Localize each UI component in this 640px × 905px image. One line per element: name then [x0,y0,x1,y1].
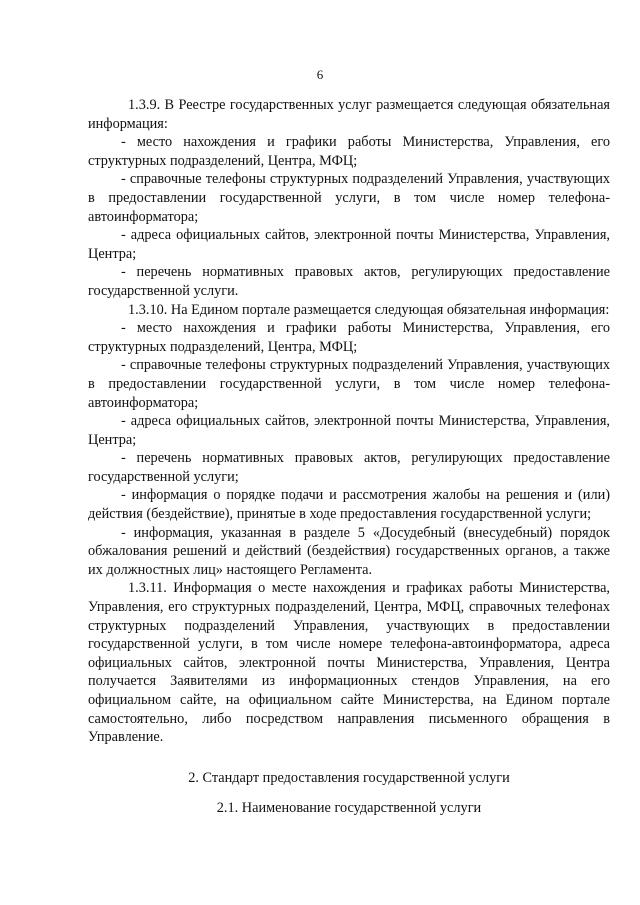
list-item: - перечень нормативных правовых актов, регулирующих предоставление государственной услуги; [88,450,610,485]
list-item: - адреса официальных сайтов, электронной почты Министерства, Управления, Центра; [88,227,610,262]
page-number: 6 [316,67,324,82]
paragraph-1-3-11: 1.3.11. Информация о месте нахождения и графиках работы Министерства, Управления, его структурных подразделений, Центра, МФЦ, справочных телефонах структурных подразделений Управления, участвующих в предоставлении государственной услуги, в том числе номере телефона-автоинформатора, адреса официальных сайтов, электронной почты Министерства, Управления, Центра получается Заявителями из информационных стендов Управления, на его официальном сайте, на официальном сайте Министерства, на Едином портале самостоятельно, либо посредством направления письменного обращения в Управление. [88,580,610,746]
section-heading: 2. Стандарт предоставления государственной услуги [188,769,510,786]
list-item: - справочные телефоны структурных подразделений Управления, участвующих в предоставлении государственной услуги, в том числе номер телефона-автоинформатора; [88,357,610,411]
paragraph-1-3-10: 1.3.10. На Едином портале размещается следующая обязательная информация: [128,301,610,318]
list-item: - информация, указанная в разделе 5 «Досудебный (внесудебный) порядок обжалования решений и действий (бездействия) государственных органов, а также их должностных лиц» настоящего Регламента. [88,524,610,578]
list-item: - адреса официальных сайтов, электронной почты Министерства, Управления, Центра; [88,413,610,448]
paragraph-1-3-9: 1.3.9. В Реестре государственных услуг размещается следующая обязательная информация: [88,97,610,132]
list-item: - справочные телефоны структурных подразделений Управления, участвующих в предоставлении государственной услуги, в том числе номер телефона-автоинформатора; [88,171,610,225]
subsection-heading: 2.1. Наименование государственной услуги [216,800,482,817]
list-item: - информация о порядке подачи и рассмотрения жалобы на решения и (или) действия (бездействие), принятые в ходе предоставления государственной услуги; [88,487,610,523]
document-body [88,96,610,818]
list-item: - место нахождения и графики работы Министерства, Управления, его структурных подразделений, Центра, МФЦ; [88,134,610,169]
list-item: - перечень нормативных правовых актов, регулирующих предоставление государственной услуги. [88,264,610,299]
list-item: - место нахождения и графики работы Министерства, Управления, его структурных подразделений, Центра, МФЦ; [88,320,610,355]
